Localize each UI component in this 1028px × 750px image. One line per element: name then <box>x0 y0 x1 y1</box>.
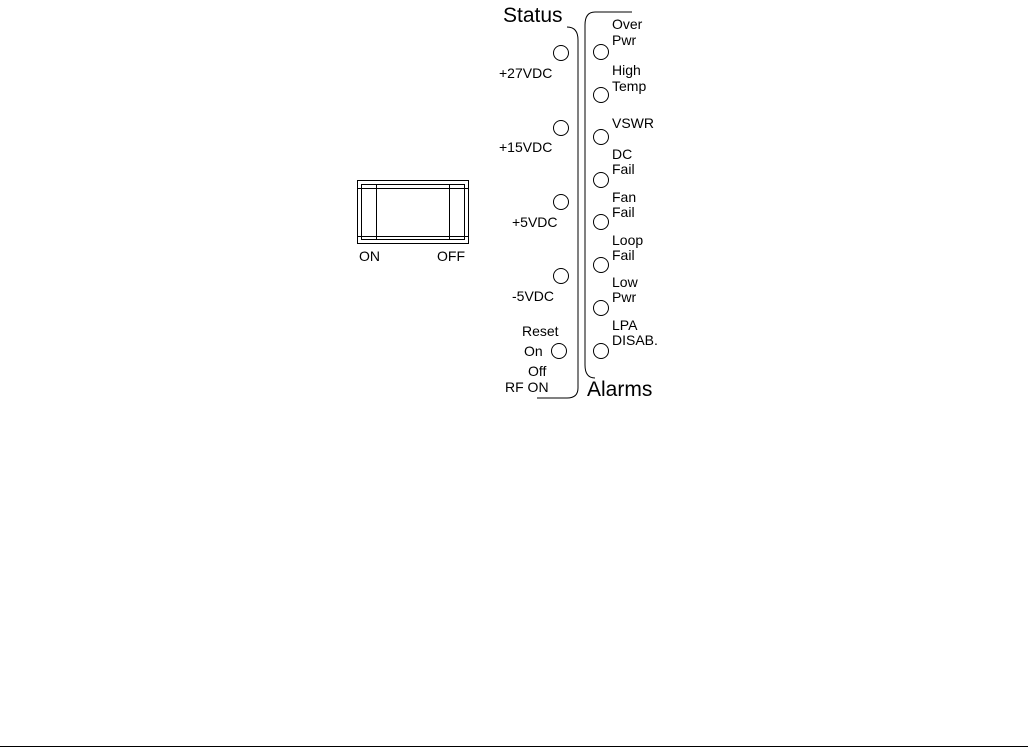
alarm-fan-fail-line2: Fail <box>612 204 635 220</box>
alarm-led-dc-fail <box>593 172 609 188</box>
alarm-loop-fail-line1: Loop <box>612 232 644 248</box>
alarm-dc-fail-line1: DC <box>612 146 633 162</box>
alarm-high-temp-line1: High <box>612 62 641 78</box>
alarm-high-temp-line2: Temp <box>612 78 647 94</box>
alarm-led-fan-fail <box>593 214 609 230</box>
label-27vdc: +27VDC <box>499 65 553 81</box>
label-neg5vdc: -5VDC <box>512 288 555 304</box>
alarm-led-loop-fail <box>593 257 609 273</box>
alarm-low-pwr-line1: Low <box>612 274 638 290</box>
led-neg5vdc <box>553 268 569 284</box>
switch-on-label: ON <box>359 248 380 264</box>
alarm-fan-fail-line1: Fan <box>612 189 637 205</box>
alarm-low-pwr-line2: Pwr <box>612 289 637 305</box>
alarm-lpa-disab-line1: LPA <box>612 317 638 333</box>
reset-label: Reset <box>522 323 559 339</box>
alarm-lpa-disab-line2: DISAB. <box>612 332 658 348</box>
switch-off-label: OFF <box>437 248 465 264</box>
led-15vdc <box>553 120 569 136</box>
alarm-led-over-pwr <box>593 44 609 60</box>
rf-on-label: RF ON <box>505 379 549 395</box>
reset-off-label: Off <box>528 363 547 379</box>
reset-button[interactable] <box>551 343 567 359</box>
alarm-led-vswr <box>593 129 609 145</box>
alarm-loop-fail-line2: Fail <box>612 247 635 263</box>
alarm-over-pwr-line1: Over <box>612 16 643 32</box>
alarm-vswr-line1: VSWR <box>612 115 654 131</box>
reset-on-label: On <box>524 343 543 359</box>
label-15vdc: +15VDC <box>499 139 553 155</box>
alarm-led-low-pwr <box>593 300 609 316</box>
alarm-dc-fail-line2: Fail <box>612 161 635 177</box>
alarm-led-high-temp <box>593 87 609 103</box>
label-5vdc: +5VDC <box>512 214 558 230</box>
alarm-over-pwr-line2: Pwr <box>612 32 637 48</box>
status-title: Status <box>503 4 563 27</box>
led-27vdc <box>553 45 569 61</box>
bottom-rule <box>0 746 1028 747</box>
led-5vdc <box>553 194 569 210</box>
alarm-led-lpa-disab <box>593 343 609 359</box>
alarms-title: Alarms <box>587 378 653 401</box>
